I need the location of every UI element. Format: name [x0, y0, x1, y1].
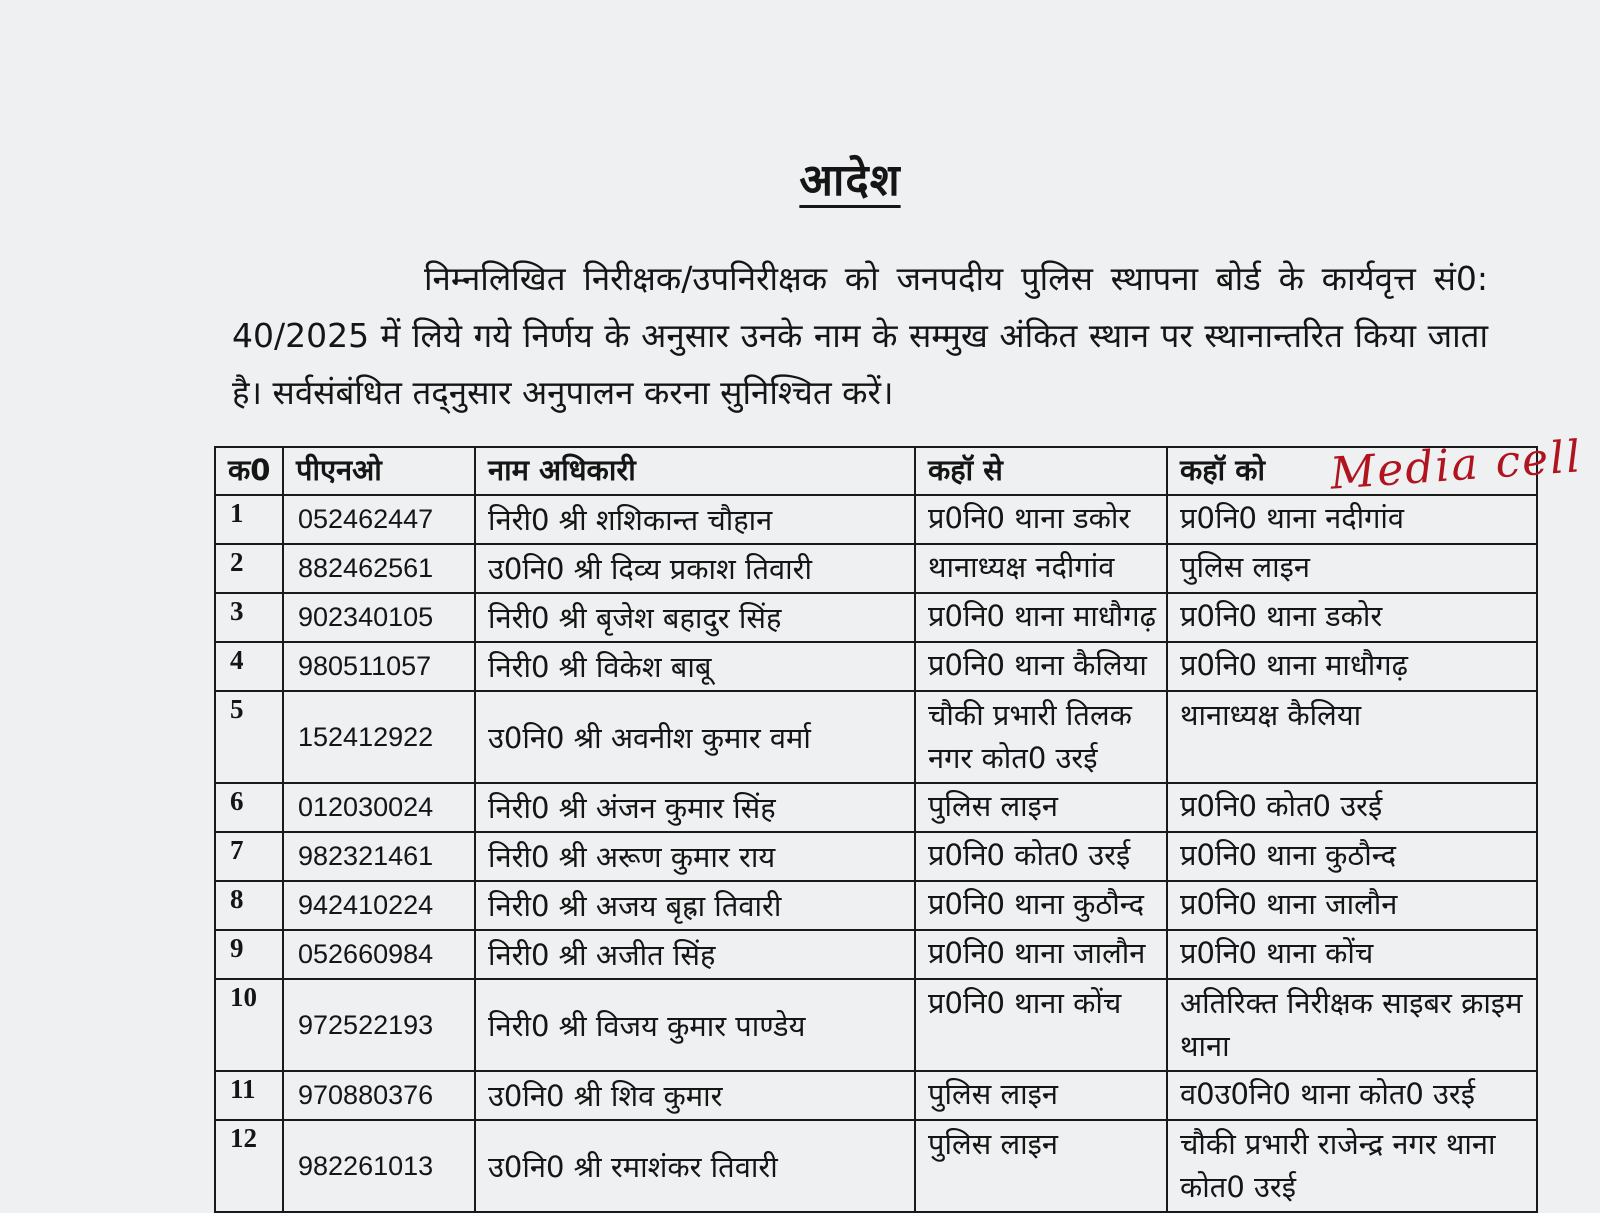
- cell-to: चौकी प्रभारी राजेन्द्र नगर थाना कोत0 उरई: [1167, 1120, 1537, 1212]
- cell-pno: 972522193: [283, 979, 475, 1071]
- table-row: [215, 881, 1537, 930]
- cell-from: प्र0नि0 थाना कुठौन्द: [915, 881, 1167, 930]
- header-to: कहॉ को: [1167, 447, 1537, 495]
- header-pno: पीएनओ: [283, 447, 475, 495]
- cell-from: प्र0नि0 थाना डकोर: [915, 495, 1167, 544]
- table-row: [215, 593, 1537, 642]
- cell-officer-name: निरी0 श्री अजय बृह्रा तिवारी: [475, 881, 915, 930]
- cell-to: प्र0नि0 थाना माधौगढ़: [1167, 642, 1537, 691]
- cell-officer-name: निरी0 श्री विजय कुमार पाण्डेय: [475, 979, 915, 1071]
- table-row: [215, 783, 1537, 832]
- cell-from: पुलिस लाइन: [915, 1071, 1167, 1120]
- cell-serial: 6: [215, 783, 283, 832]
- table-row: [215, 544, 1537, 593]
- cell-officer-name: निरी0 श्री बृजेश बहादुर सिंह: [475, 593, 915, 642]
- cell-pno: 152412922: [283, 691, 475, 783]
- cell-officer-name: निरी0 श्री अरूण कुमार राय: [475, 832, 915, 881]
- cell-from: पुलिस लाइन: [915, 783, 1167, 832]
- cell-pno: 970880376: [283, 1071, 475, 1120]
- cell-pno: 882462561: [283, 544, 475, 593]
- transfer-table: [214, 446, 1538, 1213]
- cell-serial: 7: [215, 832, 283, 881]
- cell-serial: 11: [215, 1071, 283, 1120]
- header-officer-name: नाम अधिकारी: [475, 447, 915, 495]
- cell-officer-name: निरी0 श्री शशिकान्त चौहान: [475, 495, 915, 544]
- cell-serial: 2: [215, 544, 283, 593]
- handwritten-note: Media cell: [1328, 431, 1584, 500]
- cell-to: व0उ0नि0 थाना कोत0 उरई: [1167, 1071, 1537, 1120]
- cell-serial: 3: [215, 593, 283, 642]
- table-body: [215, 495, 1537, 1212]
- cell-to: पुलिस लाइन: [1167, 544, 1537, 593]
- cell-from: प्र0नि0 कोत0 उरई: [915, 832, 1167, 881]
- document-title: [0, 148, 1600, 208]
- cell-to: प्र0नि0 थाना कोंच: [1167, 930, 1537, 979]
- cell-from: थानाध्यक्ष नदीगांव: [915, 544, 1167, 593]
- cell-pno: 052462447: [283, 495, 475, 544]
- cell-pno: 982321461: [283, 832, 475, 881]
- cell-from: प्र0नि0 थाना माधौगढ़: [915, 593, 1167, 642]
- cell-serial: 9: [215, 930, 283, 979]
- cell-from: प्र0नि0 थाना कोंच: [915, 979, 1167, 1071]
- cell-serial: 8: [215, 881, 283, 930]
- table-row: [215, 642, 1537, 691]
- table-row: [215, 930, 1537, 979]
- cell-officer-name: निरी0 श्री अजीत सिंह: [475, 930, 915, 979]
- order-paragraph: निम्नलिखित निरीक्षक/उपनिरीक्षक को जनपदीय पुलिस स्थापना बोर्ड के कार्यवृत्त सं0: 40/2025 में लिये गये निर्णय के अनुसार उनके नाम के सम्मुख अंकित स्थान पर स्थानान्तरित किया जाता है। सर्वसंबंधित तद्नुसार अनुपालन करना सुनिश्चित करें।: [232, 259, 1488, 412]
- cell-officer-name: निरी0 श्री विकेश बाबू: [475, 642, 915, 691]
- cell-serial: 10: [215, 979, 283, 1071]
- cell-pno: 902340105: [283, 593, 475, 642]
- table-row: [215, 495, 1537, 544]
- header-from: कहॉ से: [915, 447, 1167, 495]
- cell-pno: 052660984: [283, 930, 475, 979]
- cell-serial: 1: [215, 495, 283, 544]
- table-row: [215, 1071, 1537, 1120]
- cell-serial: 4: [215, 642, 283, 691]
- header-serial: क0: [215, 447, 283, 495]
- cell-pno: 942410224: [283, 881, 475, 930]
- cell-to: प्र0नि0 थाना जालौन: [1167, 881, 1537, 930]
- cell-officer-name: निरी0 श्री अंजन कुमार सिंह: [475, 783, 915, 832]
- cell-officer-name: उ0नि0 श्री शिव कुमार: [475, 1071, 915, 1120]
- cell-to: प्र0नि0 थाना कुठौन्द: [1167, 832, 1537, 881]
- cell-officer-name: उ0नि0 श्री रमाशंकर तिवारी: [475, 1120, 915, 1212]
- table-row: [215, 979, 1537, 1071]
- cell-pno: 980511057: [283, 642, 475, 691]
- table-row: [215, 1120, 1537, 1212]
- cell-from: प्र0नि0 थाना जालौन: [915, 930, 1167, 979]
- cell-to: थानाध्यक्ष कैलिया: [1167, 691, 1537, 783]
- cell-pno: 012030024: [283, 783, 475, 832]
- cell-to: अतिरिक्त निरीक्षक साइबर क्राइम थाना: [1167, 979, 1537, 1071]
- cell-officer-name: उ0नि0 श्री अवनीश कुमार वर्मा: [475, 691, 915, 783]
- cell-to: प्र0नि0 कोत0 उरई: [1167, 783, 1537, 832]
- cell-to: प्र0नि0 थाना डकोर: [1167, 593, 1537, 642]
- table-row: [215, 691, 1537, 783]
- table-row: [215, 832, 1537, 881]
- cell-officer-name: उ0नि0 श्री दिव्य प्रकाश तिवारी: [475, 544, 915, 593]
- cell-from: पुलिस लाइन: [915, 1120, 1167, 1212]
- cell-from: प्र0नि0 थाना कैलिया: [915, 642, 1167, 691]
- cell-pno: 982261013: [283, 1120, 475, 1212]
- cell-to: प्र0नि0 थाना नदीगांव: [1167, 495, 1537, 544]
- cell-from: चौकी प्रभारी तिलक नगर कोत0 उरई: [915, 691, 1167, 783]
- cell-serial: 12: [215, 1120, 283, 1212]
- cell-serial: 5: [215, 691, 283, 783]
- document-title-text: आदेश: [799, 155, 901, 206]
